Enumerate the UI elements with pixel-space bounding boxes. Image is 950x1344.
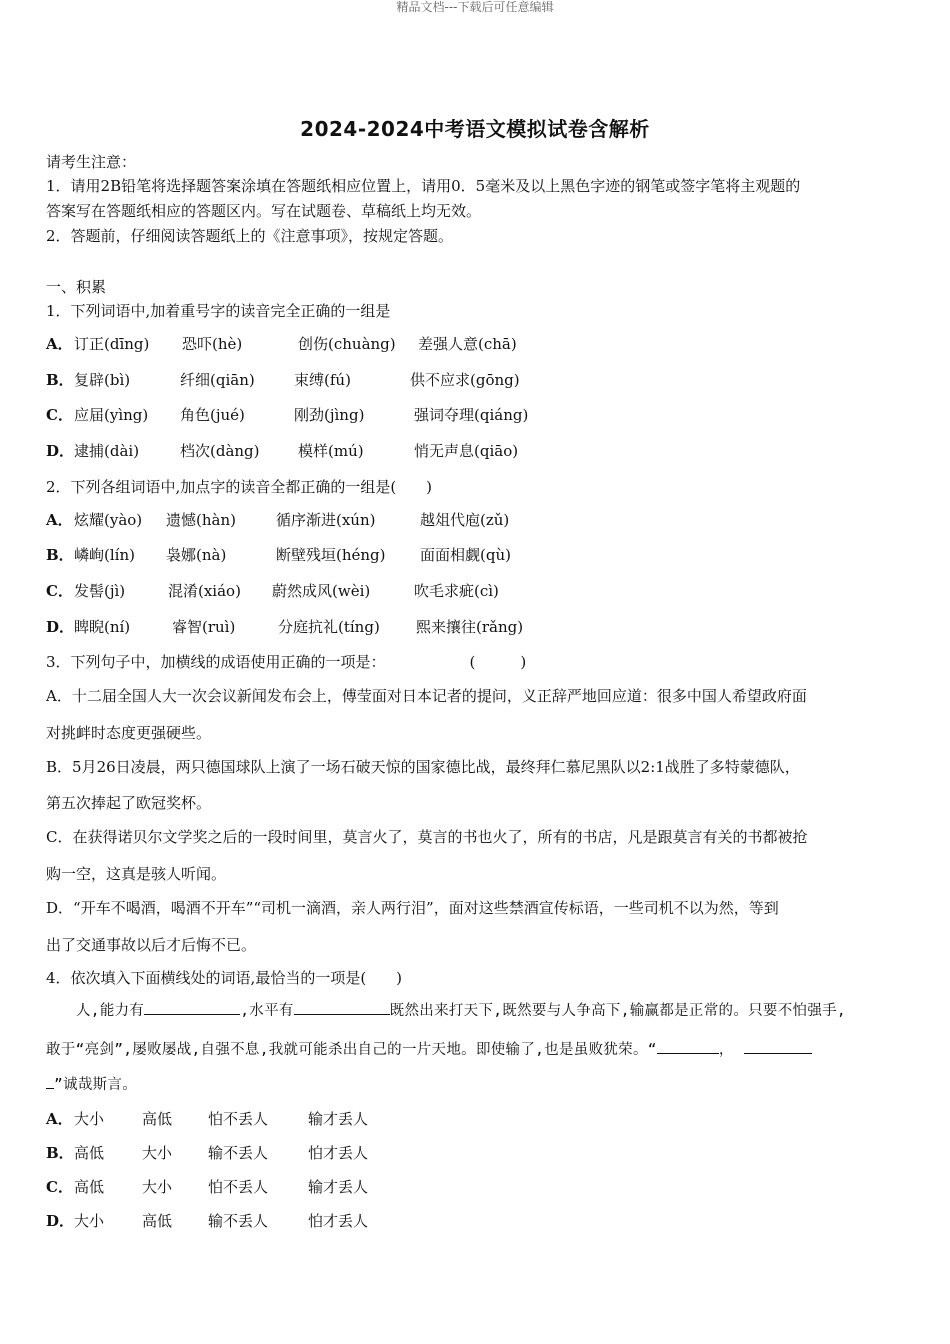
option-line[interactable]: B．5月26日凌晨，两只德国球队上演了一场石破天惊的国家德比战，最终拜仁慕尼黑队以2:1战胜了多特蒙德队， [46,758,800,776]
option-label: C． [46,1178,73,1196]
option-line: 第五次捧起了欧冠奖杯。 [46,794,212,812]
option-item: 强词夺理(qiáng) [414,406,529,424]
option-item: 睥睨(ní) [74,618,131,636]
fill-blank[interactable] [744,1039,812,1054]
option-row[interactable] [46,509,509,531]
option-item: 模样(mú) [298,442,364,460]
page-title: 2024-2024中考语文模拟试卷含解析 [300,117,650,141]
answer-paren: ( ) [469,653,527,671]
question-stem [46,651,526,673]
option-row[interactable] [46,440,518,462]
option-label: D． [46,442,75,460]
option-item: 差强人意(chā) [418,335,517,353]
passage-text: ,水平有 [240,1003,294,1019]
option-item: 角色(jué) [180,406,245,424]
notice-line: 2．答题前，仔细阅读答题纸上的《注意事项》，按规定答题。 [46,227,454,245]
option-item: 循序渐进(xún) [276,511,376,529]
option-item: 怕不丢人 [208,1178,269,1196]
passage-text: ”诚哉斯言。 [54,1077,138,1093]
option-item: 档次(dàng) [180,442,260,460]
option-row[interactable] [46,616,523,638]
question-stem: 1．下列词语中,加着重号字的读音完全正确的一组是 [46,302,391,320]
passage-text: ， [718,1042,734,1058]
option-line: 出了交通事故以后才后悔不已。 [46,936,257,954]
notice-line: 答案写在答题纸相应的答题区内。写在试题卷、草稿纸上均无效。 [46,202,482,220]
option-item: 订正(dīng) [74,335,150,353]
fill-blank[interactable] [46,1074,54,1089]
option-item: 输才丢人 [308,1178,369,1196]
option-item: 刚劲(jìng) [294,406,365,424]
question-stem-text: 3．下列句子中，加横线的成语使用正确的一项是： [46,653,386,671]
passage-text: 敢于“亮剑”,屡败屡战,自强不息,我就可能杀出自己的一片天地。即使输了,也是虽败犹荣。“ [46,1042,657,1058]
option-row[interactable] [46,580,499,602]
option-label: A． [46,1110,73,1128]
option-item: 熙来攘往(rǎng) [416,618,524,636]
option-label: B． [46,371,74,389]
option-item: 大小 [142,1144,173,1162]
option-item: 纤细(qiān) [180,371,255,389]
option-row[interactable] [46,333,517,355]
option-item: 分庭抗礼(tíng) [278,618,380,636]
option-item: 炫耀(yào) [74,511,143,529]
fill-blank[interactable] [294,1000,390,1015]
option-item: 恐吓(hè) [182,335,243,353]
fill-blank[interactable] [144,1000,240,1015]
option-row[interactable] [46,404,528,426]
notice-line: 1．请用2B铅笔将选择题答案涂填在答题纸相应位置上，请用0．5毫米及以上黑色字迹的钢笔或签字笔将主观题的 [46,177,801,195]
option-row[interactable] [46,544,511,566]
option-label: D． [46,1212,75,1230]
option-item: 大小 [142,1178,173,1196]
option-label: A． [46,335,73,353]
option-item: 大小 [74,1212,105,1230]
option-line[interactable]: A．十二届全国人大一次会议新闻发布会上，傅莹面对日本记者的提问，义正辞严地回应道：很多中国人希望政府面 [46,687,807,705]
option-item: 嶙峋(lín) [74,546,135,564]
option-item: 逮捕(dài) [74,442,140,460]
passage-text: 既然出来打天下,既然要与人争高下,输赢都是正常的。只要不怕强手, [389,1003,846,1019]
option-label: B． [46,1144,74,1162]
option-item: 应届(yìng) [74,406,149,424]
section-heading: 一、积累 [46,278,107,296]
option-label: A． [46,511,73,529]
option-item: 输不丢人 [208,1212,269,1230]
passage-text: 人,能力有 [76,1003,145,1019]
option-item: 输不丢人 [208,1144,269,1162]
question-stem: 2．下列各组词语中,加点字的读音全都正确的一组是( ) [46,478,433,496]
option-line[interactable]: C．在获得诺贝尔文学奖之后的一段时间里，莫言火了，莫言的书也火了，所有的书店，凡是跟莫言有关的书都被抢 [46,828,808,846]
option-item: 高低 [74,1144,105,1162]
question-stem: 4．依次填入下面横线处的词语,最恰当的一项是( ) [46,969,403,987]
option-row[interactable] [46,1210,368,1232]
option-item: 袅娜(nà) [166,546,227,564]
option-item: 供不应求(gōng) [410,371,520,389]
option-item: 混淆(xiáo) [168,582,241,600]
option-label: B． [46,546,74,564]
option-row[interactable] [46,1142,368,1164]
option-label: D． [46,618,75,636]
passage-line [46,1000,908,1022]
option-item: 遗憾(hàn) [166,511,236,529]
option-item: 高低 [74,1178,105,1196]
notice-heading: 请考生注意： [46,153,137,171]
option-item: 面面相觑(qù) [420,546,511,564]
option-label: C． [46,582,73,600]
passage-line [46,1074,908,1096]
page-header: 精品文档---下载后可任意编辑 [396,0,554,14]
option-item: 睿智(ruì) [172,618,236,636]
option-item: 断壁残垣(héng) [276,546,386,564]
option-item: 输才丢人 [308,1110,369,1128]
fill-blank[interactable] [657,1039,719,1054]
option-line: 购一空，这真是骇人听闻。 [46,865,227,883]
passage-line [46,1039,908,1061]
option-row[interactable] [46,1108,368,1130]
option-item: 越俎代庖(zǔ) [420,511,510,529]
option-row[interactable] [46,369,520,391]
option-item: 束缚(fú) [294,371,351,389]
option-item: 大小 [74,1110,105,1128]
option-line: 对挑衅时态度更强硬些。 [46,724,212,742]
option-item: 发髻(jì) [74,582,126,600]
option-item: 怕才丢人 [308,1144,369,1162]
option-item: 复辟(bì) [74,371,131,389]
option-item: 悄无声息(qiāo) [414,442,519,460]
option-item: 蔚然成风(wèi) [272,582,371,600]
option-row[interactable] [46,1176,368,1198]
option-item: 高低 [142,1212,173,1230]
option-item: 创伤(chuàng) [298,335,396,353]
option-label: C． [46,406,73,424]
option-item: 怕才丢人 [308,1212,369,1230]
option-line[interactable]: D．“开车不喝酒，喝酒不开车”“司机一滴酒，亲人两行泪”，面对这些禁酒宣传标语，一些司机不以为然，等到 [46,899,779,917]
option-item: 怕不丢人 [208,1110,269,1128]
option-item: 高低 [142,1110,173,1128]
option-item: 吹毛求疵(cì) [414,582,499,600]
